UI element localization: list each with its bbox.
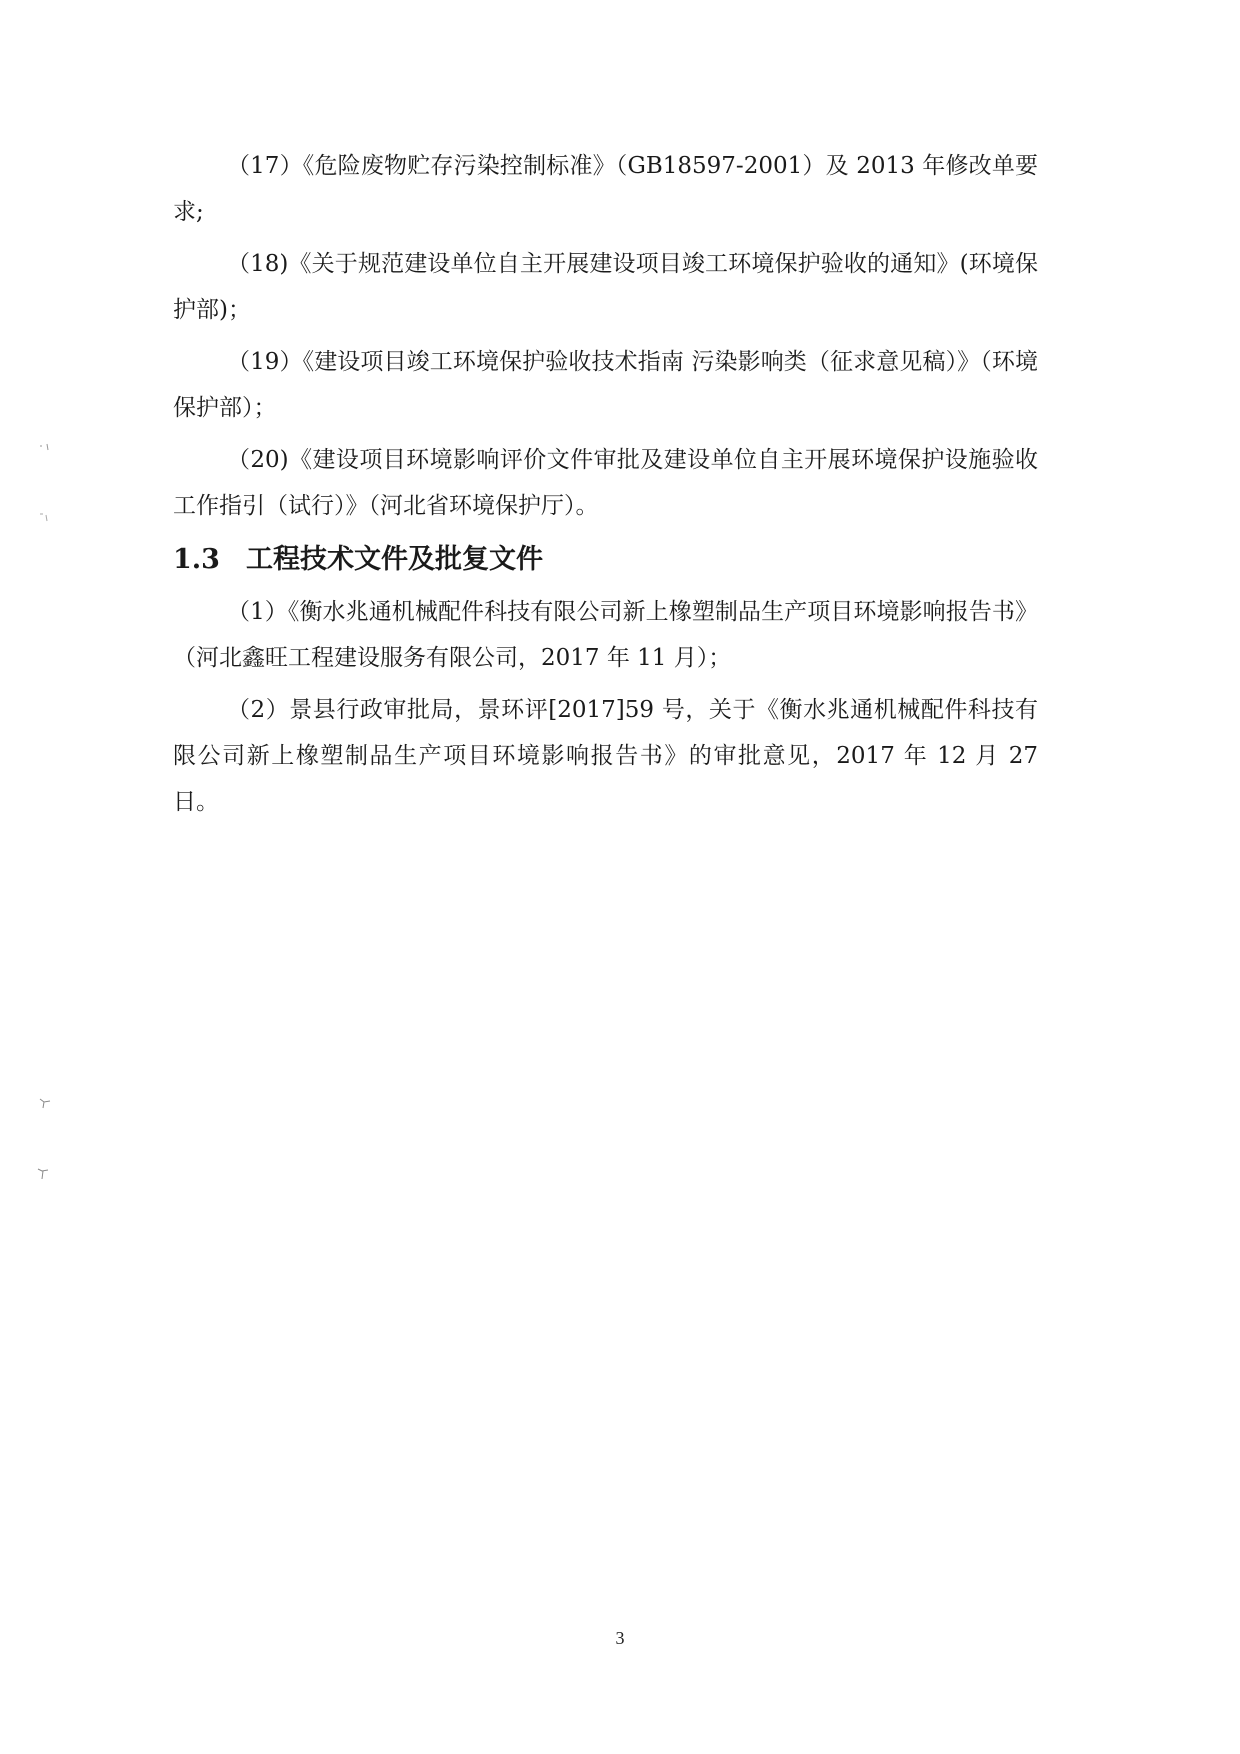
section-heading: [173, 535, 1038, 585]
reference-item-19: （19）《建设项目竣工环境保护验收技术指南 污染影响类（征求意见稿）》（环境保护部）；: [173, 349, 1038, 421]
section-title: 工程技术文件及批复文件: [245, 544, 543, 575]
scan-speck-icon: [36, 1166, 50, 1180]
document-item-1: （1）《衡水兆通机械配件科技有限公司新上橡塑制品生产项目环境影响报告书》（河北鑫旺工程建设服务有限公司，2017 年 11 月）；: [173, 599, 1038, 671]
reference-item-20: （20)《建设项目环境影响评价文件审批及建设单位自主开展环境保护设施验收工作指引（试行）》（河北省环境保护厅）。: [173, 447, 1038, 519]
scan-speck-icon: [38, 440, 52, 454]
section-number: 1.3: [173, 544, 220, 575]
reference-item-17: （17）《危险废物贮存污染控制标准》（GB18597-2001）及 2013 年修改单要求;: [173, 153, 1038, 225]
page-number: 3: [615, 1628, 625, 1648]
scan-speck-icon: [38, 510, 52, 524]
scan-speck-icon: [38, 1096, 52, 1110]
reference-item-18: （18)《关于规范建设单位自主开展建设项目竣工环境保护验收的通知》(环境保护部)；: [173, 251, 1038, 323]
page-content: [173, 143, 1038, 831]
document-item-2: （2）景县行政审批局，景环评[2017]59 号，关于《衡水兆通机械配件科技有限公司新上橡塑制品生产项目环境影响报告书》的审批意见，2017 年 12 月 27 日。: [173, 697, 1038, 815]
